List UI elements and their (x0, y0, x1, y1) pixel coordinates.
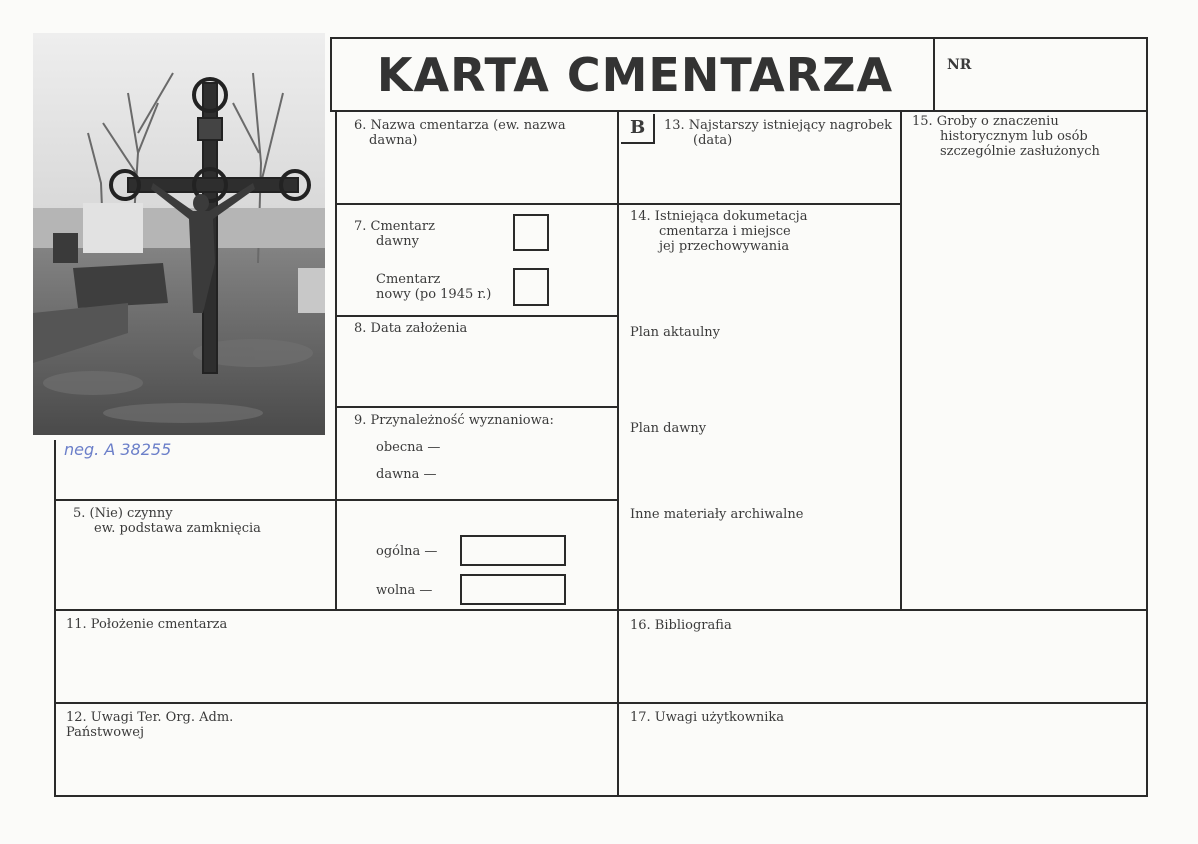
old-cemetery-checkbox[interactable] (513, 214, 549, 251)
frame-right-line (1146, 37, 1148, 797)
negative-number-note: neg. A 38255 (64, 440, 172, 459)
field8-top-line (337, 315, 617, 317)
card-title: KARTA CMENTARZA (376, 48, 894, 102)
field7-top-line (337, 203, 617, 205)
field9-top-line (337, 406, 617, 408)
row-line-11-16 (56, 609, 1148, 611)
field12-label: 12. Uwagi Ter. Org. Adm. (66, 710, 234, 725)
field6-sublabel: dawna) (369, 133, 418, 148)
field15-sublabel-1: historycznym lub osób (940, 129, 1088, 144)
other-archives-label: Inne materiały archiwalne (630, 507, 804, 522)
field16-label: 16. Bibliografia (630, 618, 732, 633)
field11-label: 11. Położenie cmentarza (66, 617, 228, 632)
title-bottom-line (330, 110, 1148, 112)
new-cemetery-checkbox[interactable] (513, 268, 549, 306)
field5-sublabel: ew. podstawa zamknięcia (94, 521, 261, 536)
field14-sublabel-1: cmentarza i miejsce (659, 224, 791, 239)
field7-old-label: 7. Cmentarz (354, 219, 435, 234)
crucifix-photo-image (33, 33, 325, 435)
title-left-line (330, 37, 332, 112)
field5-label: 5. (Nie) czynny (73, 506, 173, 521)
field14-sublabel-2: jej przechowywania (659, 239, 790, 254)
field13-sublabel: (data) (693, 133, 733, 148)
col1-divider (335, 112, 337, 609)
plan-current-label: Plan aktaulny (630, 325, 721, 340)
col2-divider (617, 112, 619, 797)
row-line-12-17 (56, 702, 1148, 704)
area-free-field[interactable] (460, 574, 566, 605)
nr-divider-line (933, 37, 935, 112)
field15-label: 15. Groby o znaczeniu (912, 114, 1059, 129)
field8-label: 8. Data założenia (354, 321, 468, 336)
field7-new-sublabel: nowy (po 1945 r.) (376, 287, 492, 302)
field14-top-line (619, 203, 900, 205)
field9-label: 9. Przynależność wyznaniowa: (354, 413, 554, 428)
field7-new-label: Cmentarz (376, 272, 441, 287)
field7-old-sublabel: dawny (376, 234, 419, 249)
frame-left-line (54, 440, 56, 797)
field9-current-label: obecna — (376, 440, 441, 455)
field17-label: 17. Uwagi użytkownika (630, 710, 785, 725)
field9-former-label: dawna — (376, 467, 437, 482)
nr-label: NR (947, 57, 972, 73)
frame-bottom-line (54, 795, 1148, 797)
frame-top-line (330, 37, 1148, 39)
field13-label: 13. Najstarszy istniejący nagrobek (664, 118, 893, 133)
field14-label: 14. Istniejąca dokumetacja (630, 209, 808, 224)
area-general-label: ogólna — (376, 544, 438, 559)
col3-divider (900, 112, 902, 609)
field5-top-line (56, 499, 335, 501)
field15-sublabel-2: szczególnie zasłużonych (940, 144, 1100, 159)
cemetery-photo (33, 33, 325, 435)
area-free-label: wolna — (376, 583, 433, 598)
field10-top-line (337, 499, 617, 501)
area-general-field[interactable] (460, 535, 566, 566)
field6-label: 6. Nazwa cmentarza (ew. nazwa (354, 118, 566, 133)
field12-sublabel: Państwowej (66, 725, 144, 740)
b-category-label: B (630, 117, 646, 138)
plan-old-label: Plan dawny (630, 421, 707, 436)
